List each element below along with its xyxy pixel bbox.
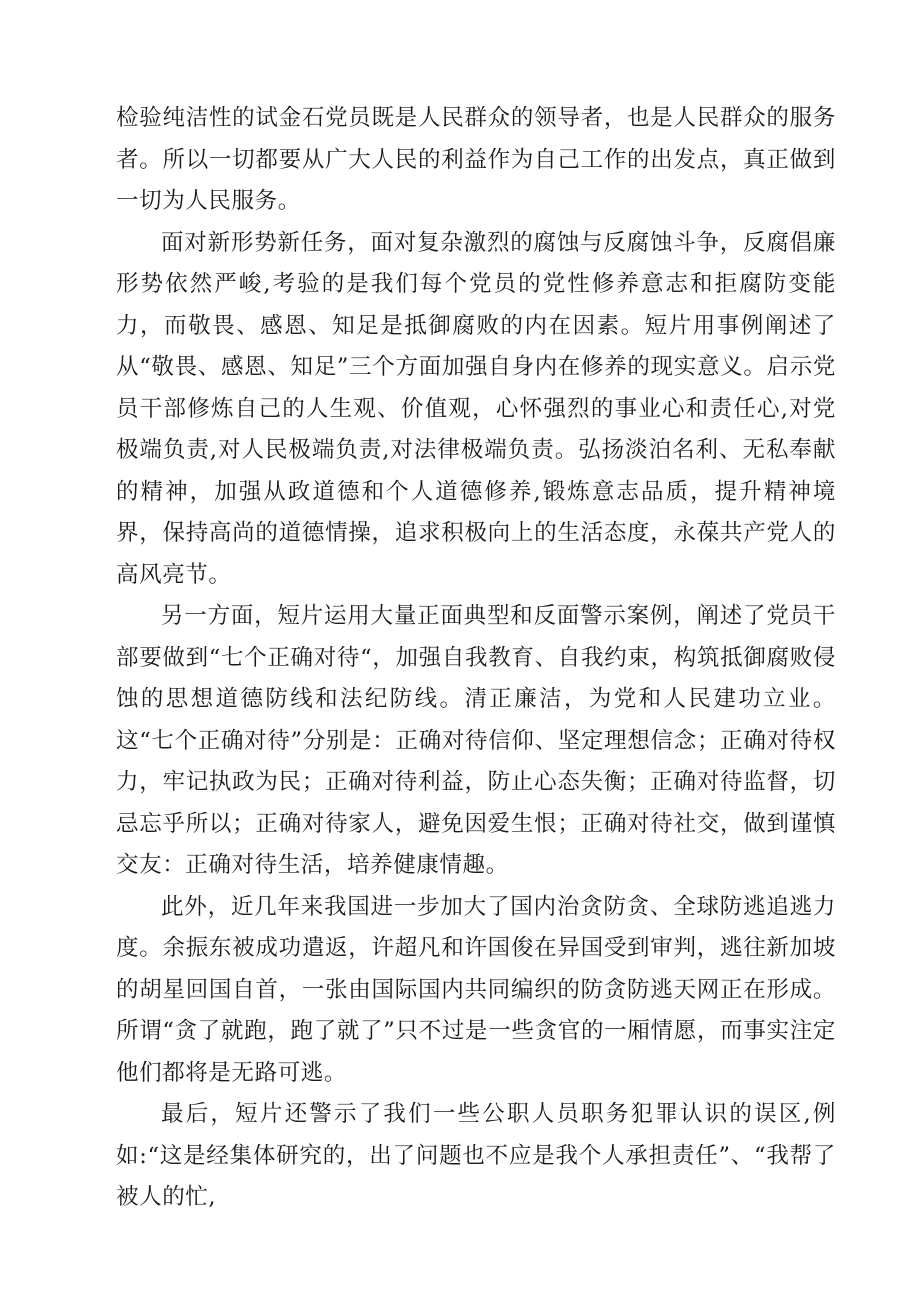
paragraph-4: 此外，近几年来我国进一步加大了国内治贪防贪、全球防逃追逃力度。余振东被成功遣返，许超凡和许国俊在异国受到审判，逃往新加坡的胡星回国自首，一张由国际国内共同编织的防贪防逃天网正在形成。所谓“贪了就跑，跑了就了”只不过是一些贪官的一厢情愿，而事实注定他们都将是无路可逃。 (116, 893, 836, 1086)
paragraph-2: 面对新形势新任务，面对复杂激烈的腐蚀与反腐蚀斗争，反腐倡廉形势依然严峻,考验的是我们每个党员的党性修养意志和拒腐防变能力，而敬畏、感恩、知足是抵御腐败的内在因素。短片用事例阐述了从“敬畏、感恩、知足”三个方面加强自身内在修养的现实意义。启示党员干部修炼自己的人生观、价值观，心怀强烈的事业心和责任心,对党极端负责,对人民极端负责,对法律极端负责。弘扬淡泊名利、无私奉献的精神，加强从政道德和个人道德修养,锻炼意志品质，提升精神境界，保持高尚的道德情操，追求积极向上的生活态度，永葆共产党人的高风亮节。 (116, 229, 836, 588)
document-body (116, 98, 836, 1219)
paragraph-3: 另一方面，短片运用大量正面典型和反面警示案例，阐述了党员干部要做到“七个正确对待“，加强自我教育、自我约束，构筑抵御腐败侵蚀的思想道德防线和法纪防线。清正廉洁，为党和人民建功立业。这“七个正确对待”分别是：正确对待信仰、坚定理想信念；正确对待权力，牢记执政为民；正确对待利益，防止心态失衡；正确对待监督，切忌忘乎所以；正确对待家人，避免因爱生恨；正确对待社交，做到谨慎交友：正确对待生活，培养健康情趣。 (116, 603, 836, 878)
paragraph-5: 最后，短片还警示了我们一些公职人员职务犯罪认识的误区,例如:“这是经集体研究的，出了问题也不应是我个人承担责任”、“我帮了被人的忙, (116, 1101, 836, 1210)
paragraph-1: 检验纯洁性的试金石党员既是人民群众的领导者，也是人民群众的服务者。所以一切都要从广大人民的利益作为自己工作的出发点，真正做到一切为人民服务。 (116, 105, 836, 214)
